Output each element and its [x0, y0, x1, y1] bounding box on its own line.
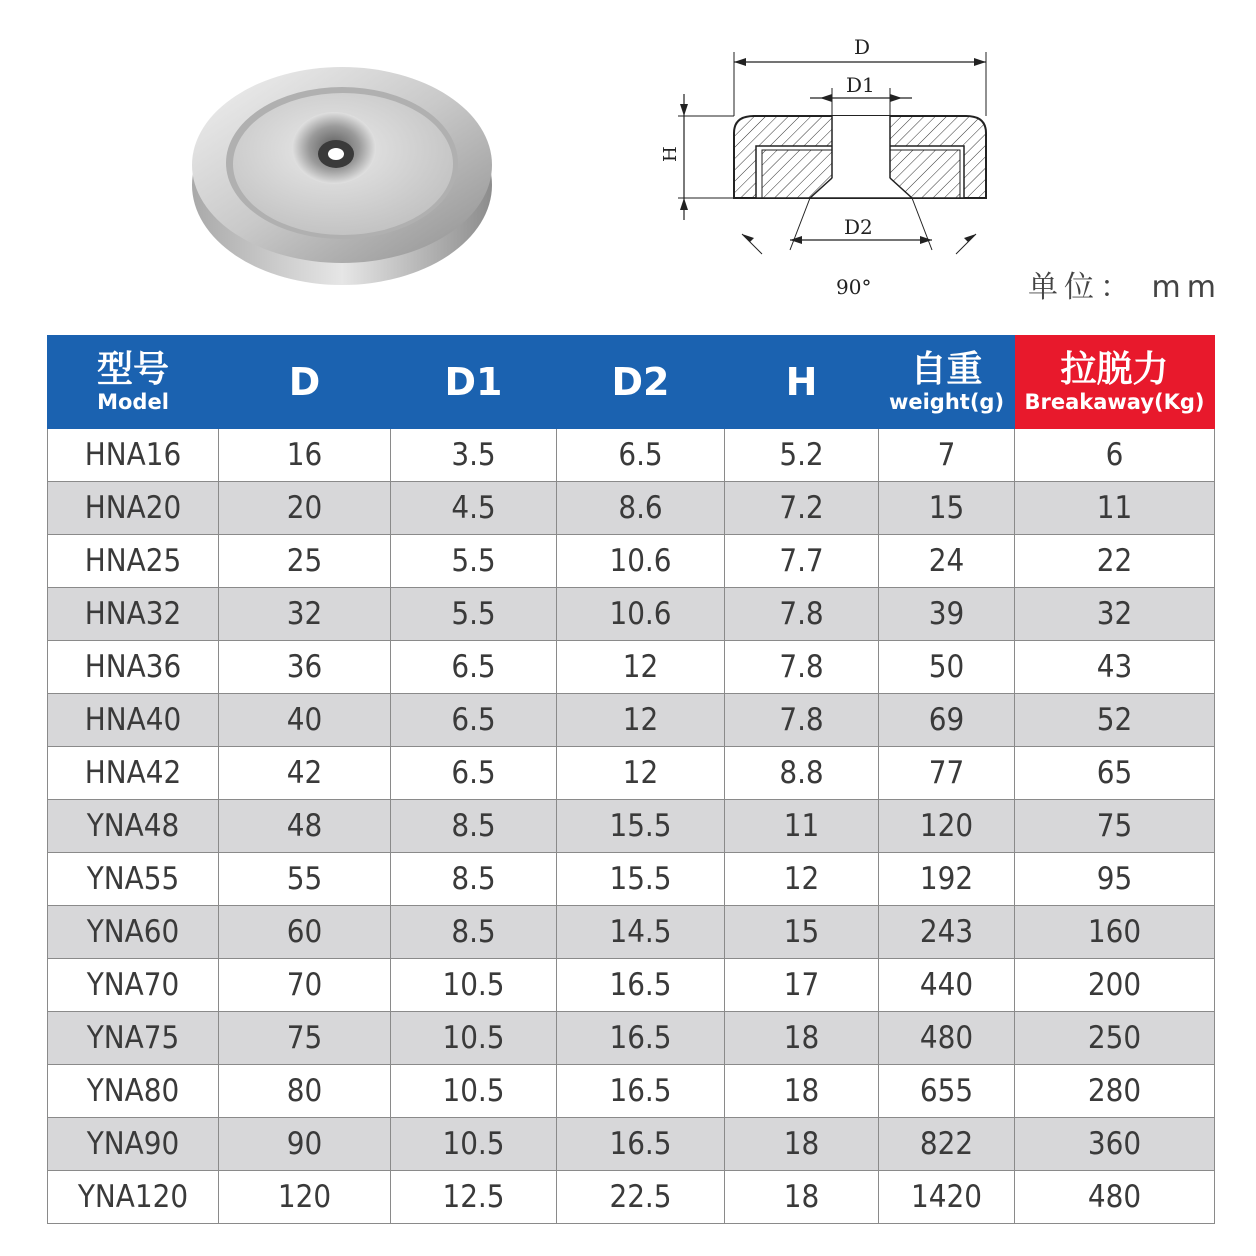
cell-weight: 24 [879, 535, 1015, 588]
cell-model: YNA75 [48, 1012, 219, 1065]
cell-d2: 10.6 [557, 535, 725, 588]
breakaway-en-label: Breakaway(Kg) [1024, 390, 1205, 414]
cell-h: 5.2 [725, 429, 879, 482]
cell-breakaway: 250 [1015, 1012, 1215, 1065]
col-h [725, 336, 879, 429]
col-breakaway [1015, 336, 1215, 429]
cell-h: 18 [725, 1171, 879, 1224]
cell-d: 42 [219, 747, 391, 800]
col-weight [879, 336, 1015, 429]
cell-model: YNA80 [48, 1065, 219, 1118]
cell-h: 15 [725, 906, 879, 959]
cell-d: 55 [219, 853, 391, 906]
cell-weight: 822 [879, 1118, 1015, 1171]
cell-breakaway: 160 [1015, 906, 1215, 959]
cell-h: 8.8 [725, 747, 879, 800]
cell-model: YNA70 [48, 959, 219, 1012]
model-cn-label: 型号 [96, 349, 169, 390]
cell-d1: 10.5 [391, 1065, 557, 1118]
cell-d1: 10.5 [391, 959, 557, 1012]
dim-d2-label: D2 [844, 215, 873, 239]
cell-breakaway: 65 [1015, 747, 1215, 800]
cell-d2: 22.5 [557, 1171, 725, 1224]
cell-h: 18 [725, 1065, 879, 1118]
cell-d1: 8.5 [391, 906, 557, 959]
cell-d2: 12 [557, 747, 725, 800]
col-d2 [557, 336, 725, 429]
d2-label: D2 [611, 360, 670, 404]
cell-model: HNA25 [48, 535, 219, 588]
cell-d: 36 [219, 641, 391, 694]
cell-d1: 10.5 [391, 1012, 557, 1065]
table-row [48, 641, 1215, 694]
cell-breakaway: 480 [1015, 1171, 1215, 1224]
cell-weight: 440 [879, 959, 1015, 1012]
table-row [48, 906, 1215, 959]
cell-d1: 6.5 [391, 641, 557, 694]
cell-h: 18 [725, 1118, 879, 1171]
cell-h: 18 [725, 1012, 879, 1065]
cell-d: 120 [219, 1171, 391, 1224]
cell-d: 32 [219, 588, 391, 641]
cell-breakaway: 22 [1015, 535, 1215, 588]
cell-d2: 16.5 [557, 1118, 725, 1171]
cell-d1: 6.5 [391, 747, 557, 800]
cell-weight: 243 [879, 906, 1015, 959]
cell-d1: 6.5 [391, 694, 557, 747]
cell-d2: 16.5 [557, 1012, 725, 1065]
spec-table-body [48, 429, 1215, 1224]
cell-model: HNA40 [48, 694, 219, 747]
cell-breakaway: 95 [1015, 853, 1215, 906]
cell-h: 7.8 [725, 588, 879, 641]
cell-model: YNA120 [48, 1171, 219, 1224]
dim-h-label: H [660, 146, 681, 162]
cell-breakaway: 43 [1015, 641, 1215, 694]
cell-d: 16 [219, 429, 391, 482]
cell-d2: 12 [557, 694, 725, 747]
col-d [219, 336, 391, 429]
table-row [48, 853, 1215, 906]
cell-h: 12 [725, 853, 879, 906]
cell-breakaway: 200 [1015, 959, 1215, 1012]
cell-weight: 7 [879, 429, 1015, 482]
cell-weight: 192 [879, 853, 1015, 906]
cell-d1: 4.5 [391, 482, 557, 535]
cell-weight: 50 [879, 641, 1015, 694]
table-row [48, 959, 1215, 1012]
cell-d1: 3.5 [391, 429, 557, 482]
spec-table [47, 335, 1215, 1224]
cell-breakaway: 32 [1015, 588, 1215, 641]
cell-breakaway: 6 [1015, 429, 1215, 482]
col-model [48, 336, 219, 429]
cell-weight: 39 [879, 588, 1015, 641]
cell-h: 7.8 [725, 641, 879, 694]
cup-magnet-photo [190, 40, 510, 300]
table-row [48, 747, 1215, 800]
table-row [48, 694, 1215, 747]
weight-cn-label: 自重 [910, 349, 983, 390]
cell-breakaway: 52 [1015, 694, 1215, 747]
cell-model: HNA42 [48, 747, 219, 800]
cell-weight: 69 [879, 694, 1015, 747]
cell-d2: 6.5 [557, 429, 725, 482]
cell-model: YNA48 [48, 800, 219, 853]
table-row [48, 535, 1215, 588]
cell-d: 48 [219, 800, 391, 853]
cell-d1: 5.5 [391, 535, 557, 588]
cell-weight: 1420 [879, 1171, 1015, 1224]
table-row [48, 1065, 1215, 1118]
cell-d2: 15.5 [557, 853, 725, 906]
cell-weight: 120 [879, 800, 1015, 853]
cell-model: HNA32 [48, 588, 219, 641]
unit-label: 单位： mm [1028, 270, 1222, 305]
cell-d: 80 [219, 1065, 391, 1118]
cell-d: 60 [219, 906, 391, 959]
cell-breakaway: 360 [1015, 1118, 1215, 1171]
cell-d: 75 [219, 1012, 391, 1065]
table-header-row [48, 336, 1215, 429]
cell-model: YNA60 [48, 906, 219, 959]
cell-d1: 8.5 [391, 853, 557, 906]
table-row [48, 588, 1215, 641]
cell-d2: 12 [557, 641, 725, 694]
cell-h: 7.2 [725, 482, 879, 535]
weight-en-label: weight(g) [888, 390, 1005, 414]
cell-breakaway: 75 [1015, 800, 1215, 853]
cell-weight: 15 [879, 482, 1015, 535]
cell-d2: 14.5 [557, 906, 725, 959]
cell-model: HNA36 [48, 641, 219, 694]
cell-model: YNA55 [48, 853, 219, 906]
cell-d: 70 [219, 959, 391, 1012]
table-row [48, 800, 1215, 853]
dim-d-label: D [854, 35, 871, 59]
cell-d: 40 [219, 694, 391, 747]
table-row [48, 429, 1215, 482]
cell-h: 11 [725, 800, 879, 853]
d-label: D [288, 360, 321, 404]
cell-d1: 5.5 [391, 588, 557, 641]
cell-weight: 77 [879, 747, 1015, 800]
cell-h: 7.7 [725, 535, 879, 588]
cell-d: 20 [219, 482, 391, 535]
cell-model: YNA90 [48, 1118, 219, 1171]
angle-label: 90° [836, 275, 872, 299]
cell-d1: 12.5 [391, 1171, 557, 1224]
cell-breakaway: 280 [1015, 1065, 1215, 1118]
cell-d2: 16.5 [557, 959, 725, 1012]
table-row [48, 1171, 1215, 1224]
cell-d2: 8.6 [557, 482, 725, 535]
cell-weight: 655 [879, 1065, 1015, 1118]
cell-model: HNA16 [48, 429, 219, 482]
cell-weight: 480 [879, 1012, 1015, 1065]
cell-d2: 16.5 [557, 1065, 725, 1118]
cell-model: HNA20 [48, 482, 219, 535]
h-label: H [785, 360, 818, 404]
table-row [48, 482, 1215, 535]
cell-d2: 10.6 [557, 588, 725, 641]
dim-d1-label: D1 [846, 73, 875, 97]
cell-d1: 8.5 [391, 800, 557, 853]
table-row [48, 1118, 1215, 1171]
cross-section-diagram [650, 28, 1010, 308]
col-d1 [391, 336, 557, 429]
cell-d: 90 [219, 1118, 391, 1171]
cell-h: 17 [725, 959, 879, 1012]
cell-breakaway: 11 [1015, 482, 1215, 535]
cell-h: 7.8 [725, 694, 879, 747]
cell-d2: 15.5 [557, 800, 725, 853]
d1-label: D1 [444, 360, 503, 404]
table-row [48, 1012, 1215, 1065]
model-en-label: Model [97, 390, 169, 414]
cell-d1: 10.5 [391, 1118, 557, 1171]
cell-d: 25 [219, 535, 391, 588]
breakaway-cn-label: 拉脱力 [1060, 349, 1169, 390]
